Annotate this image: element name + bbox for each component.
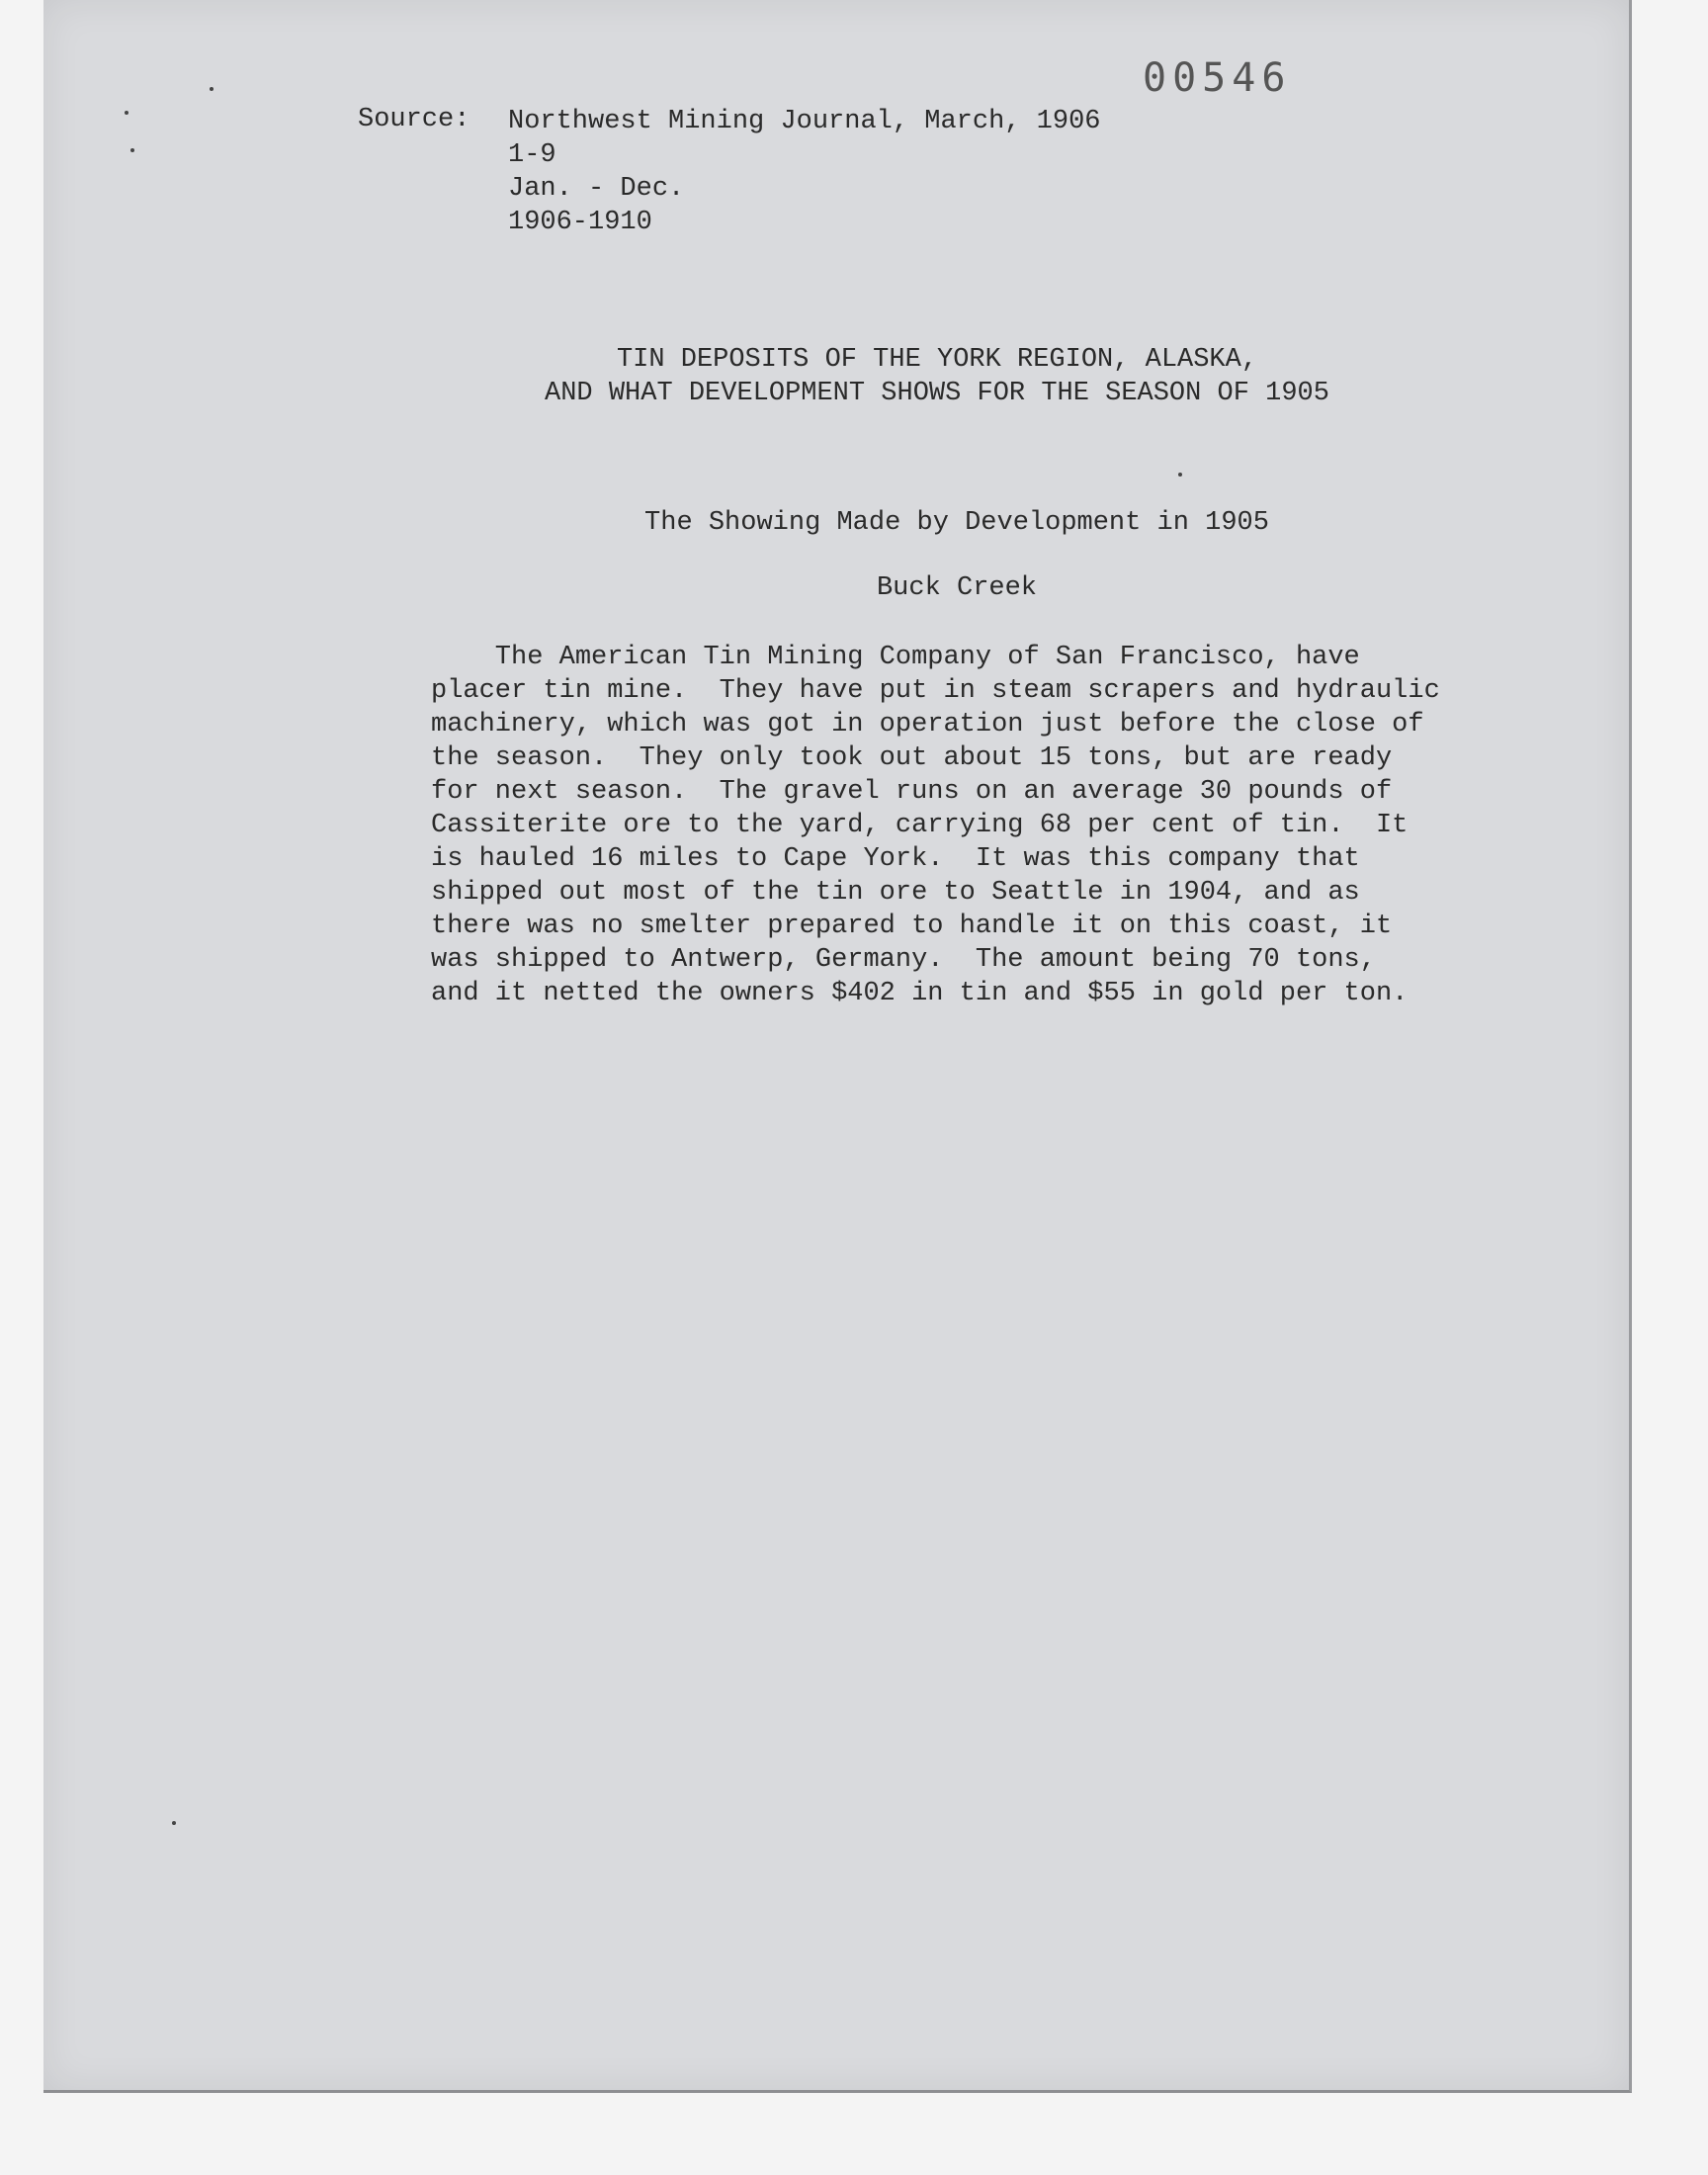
paper-speck <box>172 1821 176 1825</box>
document-title-line-2: AND WHAT DEVELOPMENT SHOWS FOR THE SEASON OF 1905 <box>545 379 1329 408</box>
archive-stamp-number: 00546 <box>1143 55 1292 101</box>
body-line: is hauled 16 miles to Cape York. It was this company that <box>431 844 1360 874</box>
paper-speck <box>1178 473 1182 477</box>
source-label: Source: <box>358 105 470 134</box>
body-line: shipped out most of the tin ore to Seattle in 1904, and as <box>431 878 1360 908</box>
body-line: placer tin mine. They have put in steam scrapers and hydraulic <box>431 676 1440 706</box>
body-line: was shipped to Antwerp, Germany. The amount being 70 tons, <box>431 945 1376 975</box>
body-paragraph <box>431 641 1440 1010</box>
paper-speck <box>125 111 128 115</box>
document-title-line-1: TIN DEPOSITS OF THE YORK REGION, ALASKA, <box>616 345 1258 375</box>
source-line: Jan. - Dec. <box>508 174 685 204</box>
source-line: Northwest Mining Journal, March, 1906 <box>508 107 1101 136</box>
body-line: and it netted the owners $402 in tin and $55 in gold per ton. <box>431 979 1409 1008</box>
subsection-heading: Buck Creek <box>876 573 1038 603</box>
body-line: the season. They only took out about 15 tons, but are ready <box>431 743 1393 773</box>
source-line: 1-9 <box>508 140 556 170</box>
paper-speck <box>130 148 134 152</box>
document-page <box>43 0 1632 2093</box>
body-line: for next season. The gravel runs on an average 30 pounds of <box>431 777 1393 807</box>
body-line: Cassiterite ore to the yard, carrying 68 per cent of tin. It <box>431 811 1409 840</box>
paper-speck <box>210 87 214 91</box>
source-line: 1906-1910 <box>508 208 652 237</box>
body-line: there was no smelter prepared to handle it on this coast, it <box>431 912 1393 941</box>
section-heading: The Showing Made by Development in 1905 <box>644 508 1269 538</box>
body-line: The American Tin Mining Company of San Francisco, have <box>431 643 1360 672</box>
body-line: machinery, which was got in operation just before the close of <box>431 710 1424 740</box>
source-citation <box>508 105 1101 239</box>
